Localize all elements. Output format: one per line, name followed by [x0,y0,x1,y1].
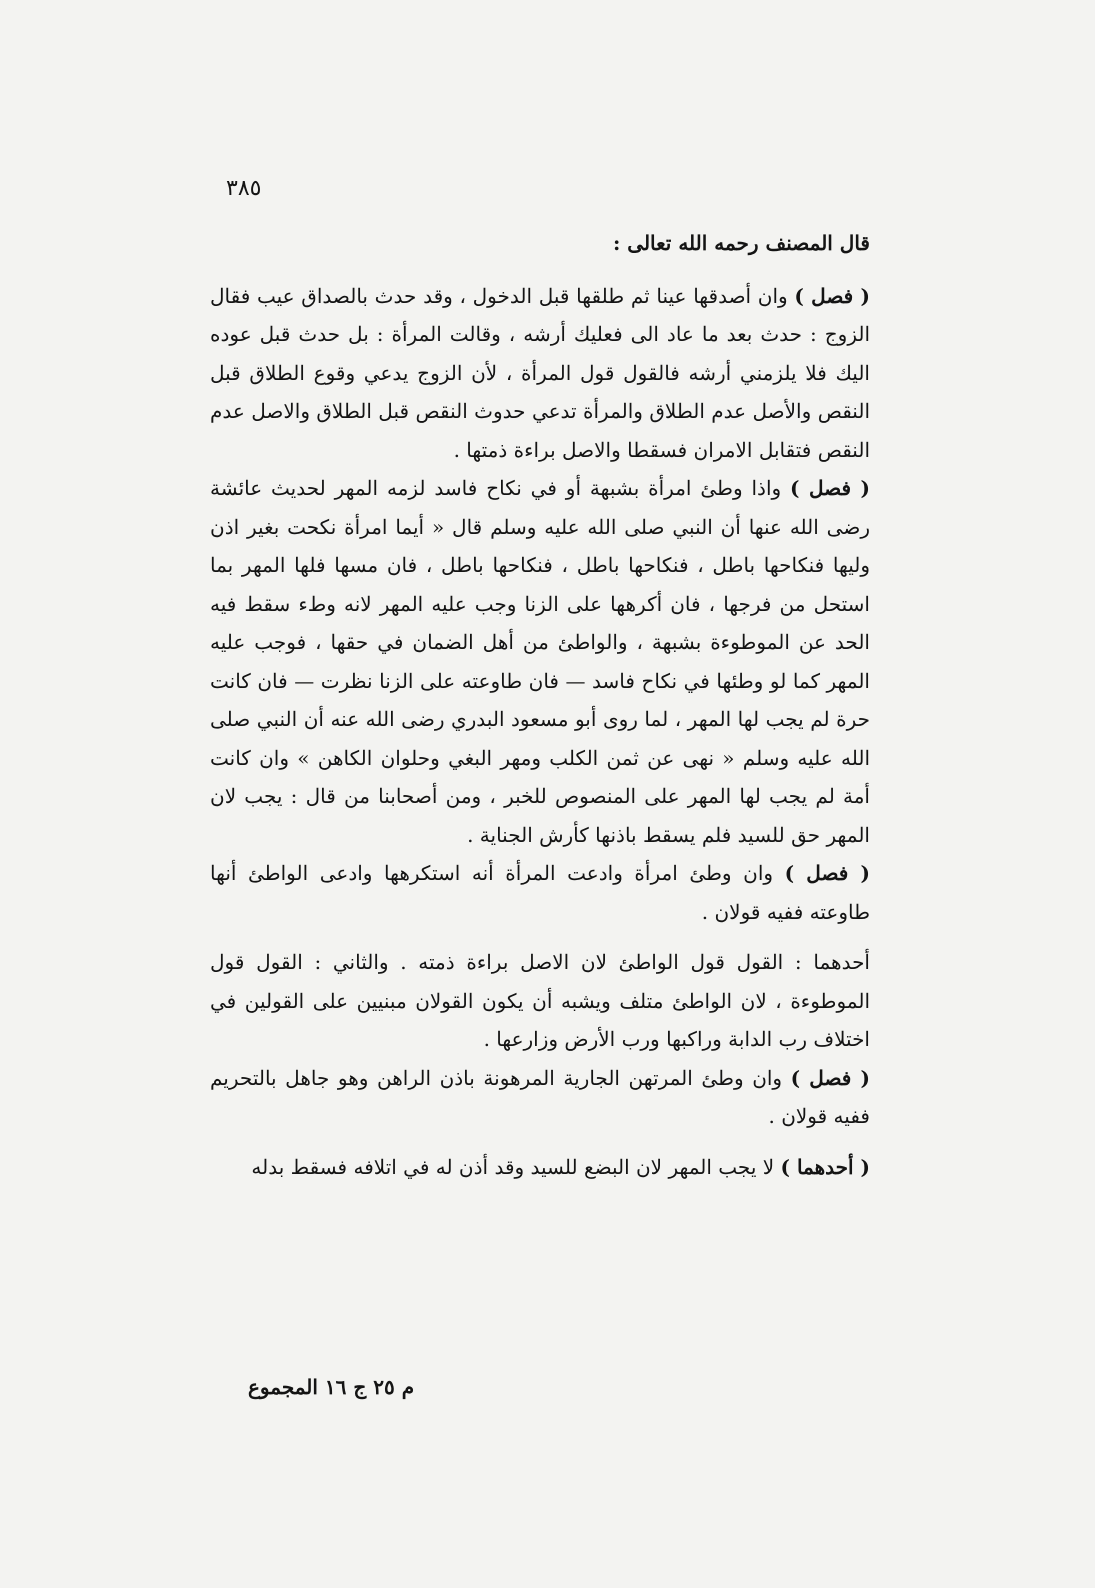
paragraph-4 [210,943,870,1059]
section-heading: قال المصنف رحمه الله تعالى : [612,231,870,255]
document-body [210,224,870,1186]
section-marker: ( فصل ) [794,283,870,308]
section-marker: ( أحدهما ) [780,1154,870,1179]
paragraph-text: وان وطئ امرأة وادعت المرأة أنه استكرهها وادعى الواطئ أنها طاوعته ففيه قولان . [210,861,870,924]
paragraph-text: وان وطئ المرتهن الجارية المرهونة باذن الراهن وهو جاهل بالتحريم ففيه قولان . [210,1065,870,1128]
paragraph-1 [210,277,870,470]
page-footer: م ٢٥ ج ١٦ المجموع [248,1375,415,1399]
paragraph-3 [210,854,870,931]
section-marker: ( فصل ) [790,1065,870,1090]
paragraph-5 [210,1059,870,1136]
paragraph-text: واذا وطئ امرأة بشبهة أو في نكاح فاسد لزمه المهر لحديث عائشة رضى الله عنها أن النبي صلى الله عليه وسلم قال « أيما امرأة نكحت بغير اذن وليها فنكاحها باطل ، فنكاحها باطل ، فنكاحها باطل ، فان مسها فلها المهر بما استحل من فرجها ، فان أكرهها على الزنا وجب عليه المهر لانه وطء سقط فيه الحد عن الموطوءة بشبهة ، والواطئ من أهل الضمان في حقها ، فوجب عليه المهر كما لو وطئها في نكاح فاسد — فان طاوعته على الزنا نظرت — فان كانت حرة لم يجب لها المهر ، لما روى أبو مسعود البدري رضى الله عنه أن النبي صلى الله عليه وسلم « نهى عن ثمن الكلب ومهر البغي وحلوان الكاهن » وان كانت أمة لم يجب لها المهر على المنصوص للخبر ، ومن أصحابنا من قال : يجب لان المهر حق للسيد فلم يسقط باذنها كأرش الجناية . [210,476,870,847]
paragraph-text: أحدهما : القول قول الواطئ لان الاصل براءة ذمته . والثاني : القول قول الموطوءة ، لان الواطئ متلف ويشبه أن يكون القولان مبنيين على القولين في اختلاف رب الدابة وراكبها ورب الأرض وزارعها . [210,950,870,1051]
paragraph-6 [210,1148,870,1187]
paragraph-text: وان أصدقها عينا ثم طلقها قبل الدخول ، وقد حدث بالصداق عيب فقال الزوج : حدث بعد ما عاد الى فعليك أرشه ، وقالت المرأة : بل حدث قبل عوده اليك فلا يلزمني أرشه فالقول قول المرأة ، لأن الزوج يدعي وقوع الطلاق قبل النقص والأصل عدم الطلاق والمرأة تدعي حدوث النقص قبل الطلاق والاصل عدم النقص فتقابل الامران فسقطا والاصل براءة ذمتها . [210,283,870,462]
section-marker: ( فصل ) [784,861,870,885]
paragraph-2 [210,469,870,854]
page-number: ٣٨٥ [226,176,262,201]
section-marker: ( فصل ) [790,476,870,500]
paragraph-text: لا يجب المهر لان البضع للسيد وقد أذن له في اتلافه فسقط بدله [251,1154,781,1179]
